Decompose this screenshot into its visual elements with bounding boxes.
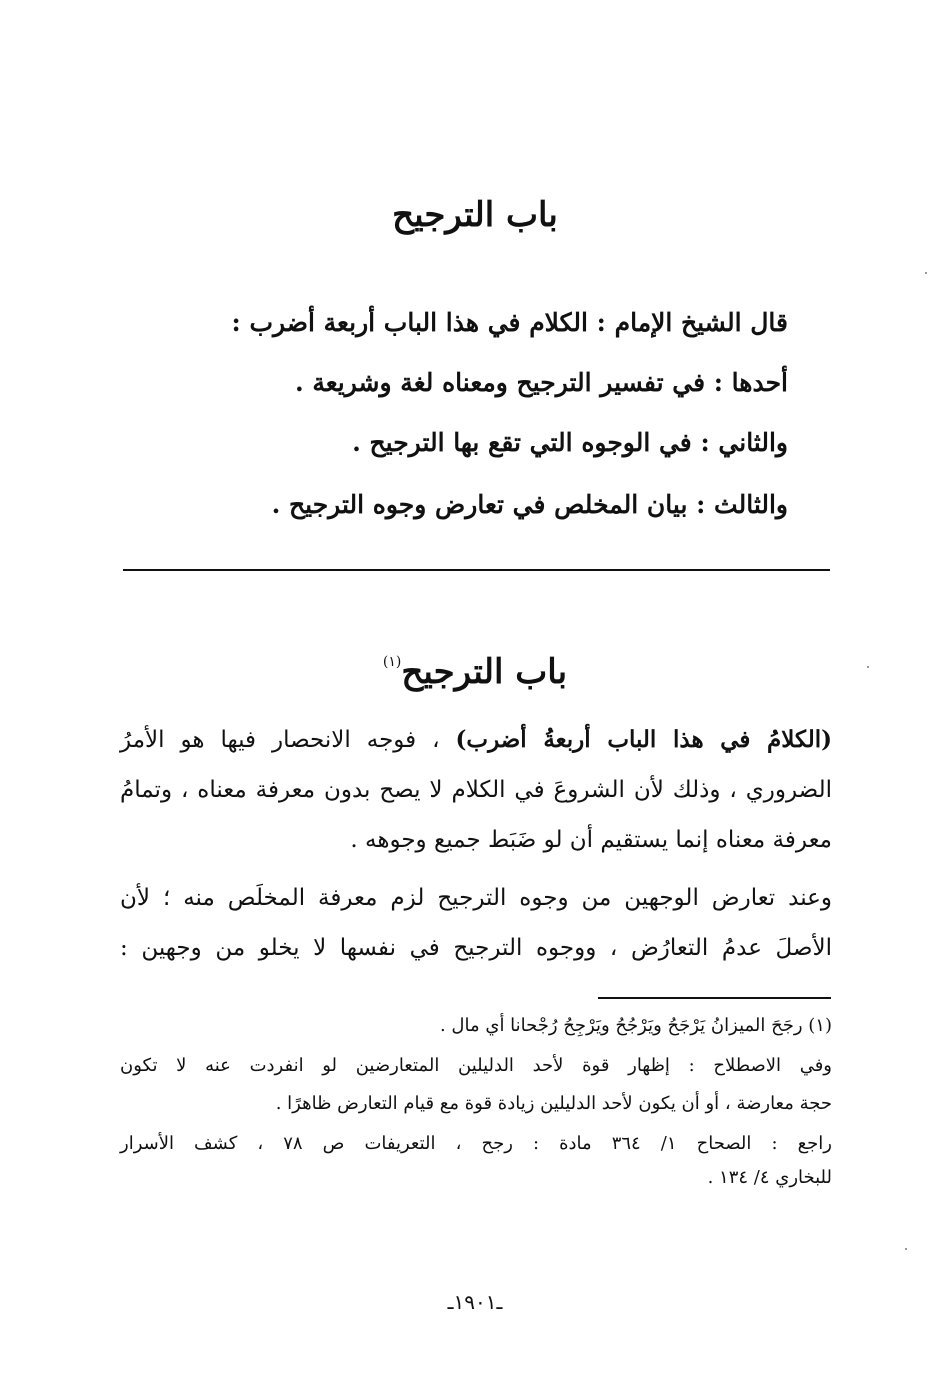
matn-chapter-title: باب الترجيح bbox=[392, 195, 558, 235]
commentary-line-2 bbox=[120, 776, 832, 804]
commentary-paragraph-2 bbox=[120, 884, 832, 912]
footnote-line-1 bbox=[120, 1014, 832, 1038]
matn-line-3 bbox=[268, 428, 788, 458]
commentary-line-3 bbox=[120, 826, 832, 854]
scan-speck bbox=[925, 272, 927, 274]
matn-line-1 bbox=[231, 308, 788, 338]
footnote-line-3-text: حجة معارضة ، أو أن يكون لأحد الدليلين زيادة قوة مع قيام التعارض ظاهرًا . bbox=[275, 1093, 832, 1114]
footnote-divider bbox=[598, 997, 831, 999]
scan-speck bbox=[905, 1248, 907, 1250]
commentary-line-5 bbox=[120, 934, 832, 962]
section-divider bbox=[123, 569, 830, 571]
footnote-line-5-text: للبخاري ٤/ ١٣٤ . bbox=[707, 1167, 832, 1188]
commentary-line-5-text: الأصلَ عدمُ التعارُض ، ووجوه الترجيح في نفسها لا يخلو من وجهين : bbox=[120, 935, 832, 961]
scan-speck bbox=[867, 666, 869, 668]
matn-line-2-text: أحدها : في تفسير الترجيح ومعناه لغة وشريعة . bbox=[294, 368, 788, 397]
page-number: ـ١٩٠١ـ bbox=[447, 1290, 503, 1314]
quoted-matn: (الكلامُ في هذا الباب أربعةُ أضرب) bbox=[455, 726, 832, 753]
footnote-line-1-text: (١) رجَحَ الميزانُ يَرْجَحُ ويَرْجُحُ ويَرْجِحُ رُجْحانا أي مال . bbox=[439, 1015, 832, 1036]
footnote-line-4-text: راجع : الصحاح ١/ ٣٦٤ مادة : رجح ، التعريفات ص ٧٨ ، كشف الأسرار bbox=[120, 1133, 832, 1154]
footnote-ref: (١) bbox=[382, 654, 402, 670]
footnote-line-2-text: وفي الاصطلاح : إظهار قوة لأحد الدليلين المتعارضين لو انفردت عنه لا تكون bbox=[120, 1055, 832, 1076]
sharh-title-text: باب الترجيح bbox=[401, 652, 568, 692]
sharh-chapter-title bbox=[0, 652, 950, 692]
commentary-line bbox=[120, 726, 832, 754]
footnote-line-2 bbox=[120, 1054, 832, 1078]
commentary-paragraph-1 bbox=[120, 726, 832, 754]
matn-line-1-text: قال الشيخ الإمام : الكلام في هذا الباب أربعة أضرب : bbox=[231, 308, 788, 337]
footnote-line-5 bbox=[120, 1166, 832, 1190]
commentary-line-2-text: الضروري ، وذلك لأن الشروعَ في الكلام لا يصح بدون معرفة معناه ، وتمامُ bbox=[120, 777, 832, 803]
commentary-line-3-text: معرفة معناه إنما يستقيم أن لو ضَبَط جميع وجوهه . bbox=[350, 827, 832, 853]
matn-line-4 bbox=[268, 490, 788, 520]
matn-line-3-text: والثاني : في الوجوه التي تقع بها الترجيح . bbox=[352, 428, 788, 457]
commentary-line-4-text: وعند تعارض الوجهين من وجوه الترجيح لزم معرفة المخلَص منه ؛ لأن bbox=[120, 885, 832, 911]
footnote-line-3 bbox=[120, 1092, 832, 1116]
matn-line-4-text: والثالث : بيان المخلص في تعارض وجوه الترجيح . bbox=[271, 490, 788, 519]
commentary-text: ، فوجه الانحصار فيها هو الأمرُ bbox=[120, 727, 440, 753]
footnote-line-4 bbox=[120, 1132, 832, 1156]
matn-line-2 bbox=[268, 368, 788, 398]
